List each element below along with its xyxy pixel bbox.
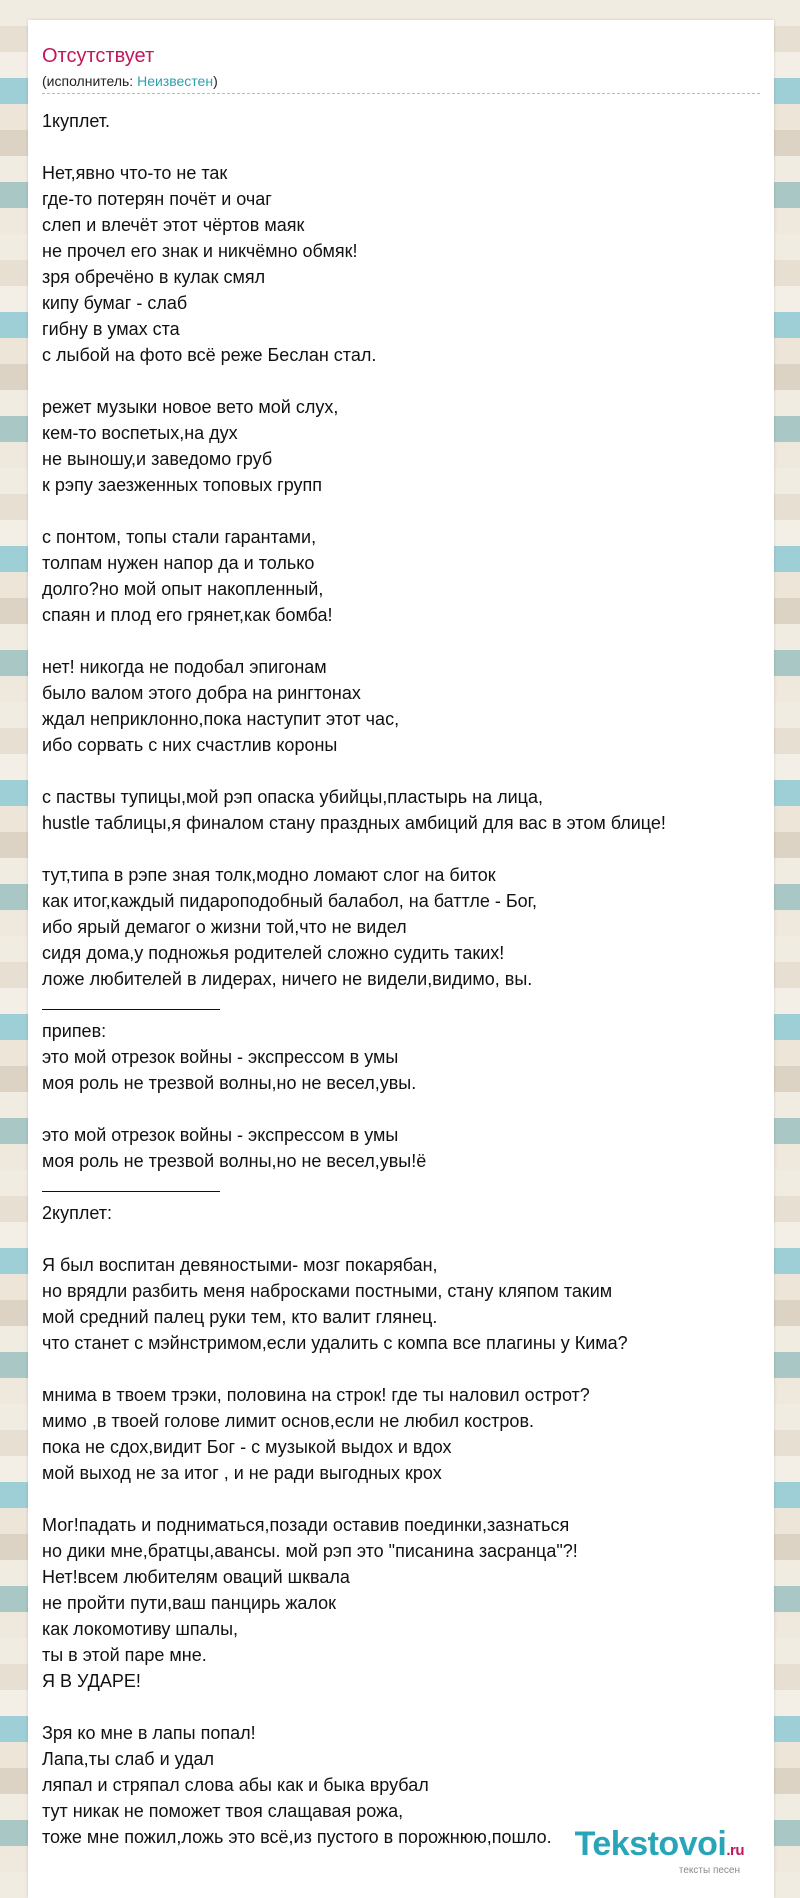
lyric-line: Мог!падать и подниматься,позади оставив поединки,зазнаться <box>42 1515 570 1535</box>
lyric-line: ибо сорвать с них счастлив короны <box>42 735 338 755</box>
lyric-line: пока не сдох,видит Бог - с музыкой выдох и вдох <box>42 1437 452 1457</box>
lyric-line: hustle таблицы,я финалом стану праздных амбиций для вас в этом блице! <box>42 813 666 833</box>
logo-tagline: тексты песен <box>678 1865 740 1876</box>
lyric-line: тоже мне пожил,ложь это всё,из пустого в порожнюю,пошло. <box>42 1827 552 1847</box>
lyric-line: не прочел его знак и никчёмно обмяк! <box>42 241 358 261</box>
lyric-line: припев: <box>42 1021 107 1041</box>
blank-line <box>42 1486 762 1512</box>
lyric-line: Я был воспитан девяностыми- мозг покарябан, <box>42 1255 438 1275</box>
lyric-line: к рэпу заезженных топовых групп <box>42 475 323 495</box>
artist-suffix: ) <box>213 73 218 89</box>
blank-line <box>42 1226 762 1252</box>
lyric-line: как итог,каждый пидароподобный балабол, на баттле - Бог, <box>42 891 538 911</box>
blank-line <box>42 1096 762 1122</box>
lyric-line: Нет,явно что-то не так <box>42 163 228 183</box>
lyric-line: с понтом, топы стали гарантами, <box>42 527 317 547</box>
lyric-line: толпам нужен напор да и только <box>42 553 315 573</box>
lyric-line: но врядли разбить меня набросками постными, стану кляпом таким <box>42 1281 613 1301</box>
lyric-line: долго?но мой опыт накопленный, <box>42 579 324 599</box>
section-separator <box>42 1174 762 1200</box>
lyric-line: как локомотиву шпалы, <box>42 1619 239 1639</box>
lyric-line: не пройти пути,ваш панцирь жалок <box>42 1593 337 1613</box>
lyric-line: мнима в твоем трэки, половина на строк! где ты наловил острот? <box>42 1385 590 1405</box>
blank-line <box>42 628 762 654</box>
blank-line <box>42 836 762 862</box>
lyric-line: Лапа,ты слаб и удал <box>42 1749 215 1769</box>
blank-line <box>42 368 762 394</box>
lyric-line: зря обречёно в кулак смял <box>42 267 266 287</box>
lyric-line: что станет с мэйнстримом,если удалить с компа все плагины у Кима? <box>42 1333 628 1353</box>
lyric-line: сидя дома,у подножья родителей сложно судить таких! <box>42 943 505 963</box>
blank-line <box>42 498 762 524</box>
lyric-line: моя роль не трезвой волны,но не весел,увы!ё <box>42 1151 427 1171</box>
lyric-line: спаян и плод его грянет,как бомба! <box>42 605 333 625</box>
lyric-line: гибну в умах ста <box>42 319 180 339</box>
lyric-line: кипу бумаг - слаб <box>42 293 188 313</box>
lyric-line: ибо ярый демагог о жизни той,что не видел <box>42 917 407 937</box>
artist-line <box>42 72 218 90</box>
lyric-line: 1куплет. <box>42 111 111 131</box>
artist-prefix: (исполнитель: <box>42 73 138 89</box>
lyric-line: тут,типа в рэпе зная толк,модно ломают слог на биток <box>42 865 496 885</box>
artist-link[interactable]: Неизвестен <box>137 73 214 89</box>
lyric-line: мимо ,в твоей голове лимит основ,если не любил костров. <box>42 1411 535 1431</box>
lyric-line: тут никак не поможет твоя слащавая рожа, <box>42 1801 404 1821</box>
blank-line <box>42 134 762 160</box>
lyrics-text <box>42 108 762 1850</box>
blank-line <box>42 758 762 784</box>
lyric-line: ты в этой паре мне. <box>42 1645 207 1665</box>
lyric-line: Зря ко мне в лапы попал! <box>42 1723 256 1743</box>
song-title: Отсутствует <box>42 45 155 67</box>
lyric-line: кем-то воспетых,на дух <box>42 423 238 443</box>
lyric-line: 2куплет: <box>42 1203 112 1223</box>
lyric-line: мой выход не за итог , и не ради выгодных крох <box>42 1463 442 1483</box>
lyric-line: ляпал и стряпал слова абы как и быка врубал <box>42 1775 429 1795</box>
lyric-line: это мой отрезок войны - экспрессом в умы <box>42 1047 399 1067</box>
lyrics-card <box>28 20 774 1898</box>
lyric-line: режет музыки новое вето мой слух, <box>42 397 339 417</box>
lyric-line: не выношу,и заведомо груб <box>42 449 273 469</box>
logo-tld: .ru <box>726 1842 744 1859</box>
lyric-line: Я В УДАРЕ! <box>42 1671 141 1691</box>
lyric-line: с лыбой на фото всё реже Беслан стал. <box>42 345 377 365</box>
lyric-line: но дики мне,братцы,авансы. мой рэп это "писанина засранца"?! <box>42 1541 578 1561</box>
section-separator <box>42 992 762 1018</box>
lyric-line: это мой отрезок войны - экспрессом в умы <box>42 1125 399 1145</box>
lyric-line: ложе любителей в лидерах, ничего не видели,видимо, вы. <box>42 969 533 989</box>
lyric-line: было валом этого добра на рингтонах <box>42 683 361 703</box>
lyric-line: где-то потерян почёт и очаг <box>42 189 272 209</box>
blank-line <box>42 1694 762 1720</box>
site-logo[interactable] <box>575 1826 744 1876</box>
logo-name: Tekstovoi <box>574 1825 727 1863</box>
lyric-line: мой средний палец руки тем, кто валит глянец. <box>42 1307 438 1327</box>
lyric-line: с паствы тупицы,мой рэп опаска убийцы,пластырь на лица, <box>42 787 543 807</box>
lyric-line: слеп и влечёт этот чёртов маяк <box>42 215 305 235</box>
blank-line <box>42 1356 762 1382</box>
lyric-line: ждал неприклонно,пока наступит этот час, <box>42 709 400 729</box>
lyric-line: Нет!всем любителям оваций шквала <box>42 1567 350 1587</box>
lyric-line: моя роль не трезвой волны,но не весел,увы. <box>42 1073 417 1093</box>
header-divider <box>42 93 760 94</box>
lyric-line: нет! никогда не подобал эпигонам <box>42 657 327 677</box>
